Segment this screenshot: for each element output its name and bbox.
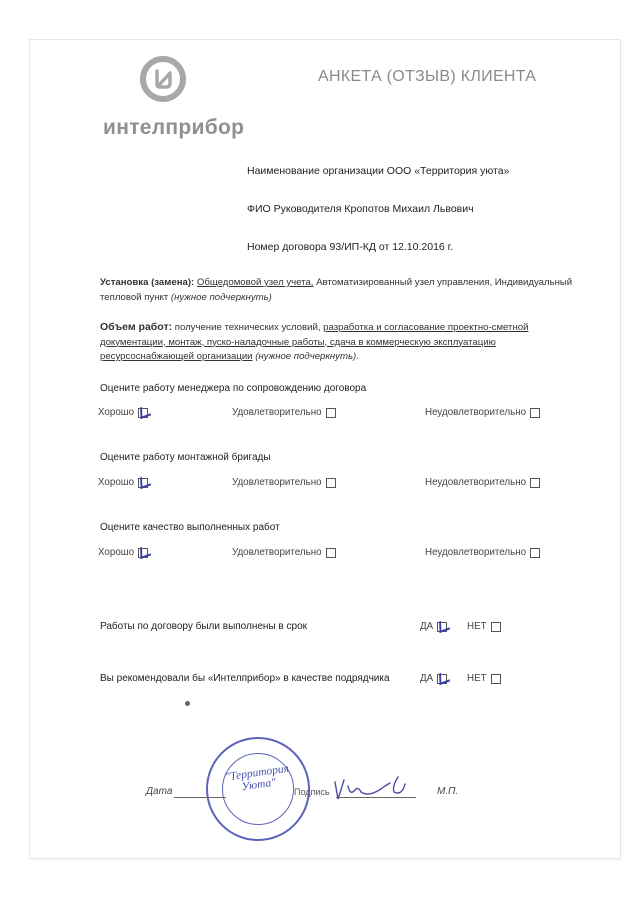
installation-selected: Общедомовой узел учета, xyxy=(196,277,314,288)
rating-2-option-good[interactable] xyxy=(98,477,148,488)
ink-dot xyxy=(185,701,190,706)
rating-question-3: Оцените качество выполненных работ xyxy=(100,522,280,533)
scope-underlined-1: разработка и согласование проектно-сметной xyxy=(323,322,529,333)
scope-underlined-3: ресурсоснабжающей организации xyxy=(100,351,253,362)
installation-paragraph xyxy=(100,276,586,305)
option-label: Хорошо xyxy=(98,547,135,558)
option-label: Удовлетворительно xyxy=(232,477,322,488)
scope-underlined-2: документации, монтаж, пуско-наладочные работы, сдача в коммерческую эксплуатацию xyxy=(100,336,496,348)
option-label: Неудовлетворительно xyxy=(425,477,527,488)
seal-label: М.П. xyxy=(437,786,459,797)
scope-label: Объем работ: xyxy=(100,321,173,333)
scope-part1: получение технических условий, xyxy=(172,322,324,333)
company-logo-icon xyxy=(140,56,186,102)
checkbox-empty[interactable] xyxy=(530,548,540,558)
rating-question-1: Оцените работу менеджера по сопровождению договора xyxy=(100,383,367,394)
option-label: ДА xyxy=(420,673,434,684)
checkbox-checked[interactable] xyxy=(138,478,148,488)
option-label: ДА xyxy=(420,621,434,632)
checkbox-checked[interactable] xyxy=(138,408,148,418)
installation-label: Установка (замена): xyxy=(100,277,195,288)
checkbox-checked[interactable] xyxy=(437,622,447,632)
option-label: Удовлетворительно xyxy=(232,407,322,418)
checkbox-checked[interactable] xyxy=(437,674,447,684)
scope-hint: (нужное подчеркнуть). xyxy=(252,351,359,362)
option-label: Неудовлетворительно xyxy=(425,407,527,418)
checkbox-empty[interactable] xyxy=(530,478,540,488)
yesno-1-yes[interactable] xyxy=(420,621,447,632)
option-label: Хорошо xyxy=(98,407,135,418)
yesno-question-1: Работы по договору были выполнены в срок xyxy=(100,621,308,632)
checkbox-empty[interactable] xyxy=(326,548,336,558)
option-label: Удовлетворительно xyxy=(232,547,322,558)
installation-hint: (нужное подчеркнуть) xyxy=(170,291,272,303)
yesno-1-no[interactable] xyxy=(467,621,501,632)
contract-field: Номер договора 93/ИП-КД от 12.10.2016 г. xyxy=(247,241,454,253)
checkbox-empty[interactable] xyxy=(326,478,336,488)
checkbox-empty[interactable] xyxy=(491,674,501,684)
rating-3-option-good[interactable] xyxy=(98,547,148,558)
option-label: Хорошо xyxy=(98,477,135,488)
rating-1-option-satisfactory[interactable] xyxy=(232,407,336,418)
document-page xyxy=(30,40,620,858)
yesno-question-2: Вы рекомендовали бы «Интелприбор» в качестве подрядчика xyxy=(100,673,390,684)
option-label: НЕТ xyxy=(467,621,487,632)
signature-label: Подпись xyxy=(294,787,330,797)
company-logo-text: интелприбор xyxy=(103,116,245,139)
handwritten-signature-icon xyxy=(330,774,420,804)
option-label: НЕТ xyxy=(467,673,487,684)
yesno-2-yes[interactable] xyxy=(420,673,447,684)
rating-2-option-unsatisfactory[interactable] xyxy=(425,477,540,488)
yesno-2-no[interactable] xyxy=(467,673,501,684)
rating-3-option-unsatisfactory[interactable] xyxy=(425,547,540,558)
installation-line2: тепловой пункт xyxy=(100,291,171,303)
page-title: АНКЕТА (ОТЗЫВ) КЛИЕНТА xyxy=(318,68,537,85)
manager-field: ФИО Руководителя Кропотов Михаил Львович xyxy=(247,203,474,215)
rating-1-option-unsatisfactory[interactable] xyxy=(425,407,540,418)
rating-2-option-satisfactory[interactable] xyxy=(232,477,336,488)
checkbox-empty[interactable] xyxy=(491,622,501,632)
checkbox-checked[interactable] xyxy=(138,548,148,558)
rating-1-option-good[interactable] xyxy=(98,407,148,418)
scope-paragraph xyxy=(100,320,586,365)
date-label: Дата xyxy=(146,786,173,797)
installation-rest: Автоматизированный узел управления, Индивидуальный xyxy=(313,277,573,288)
stamp-text: "Территория Уюта" xyxy=(224,762,290,794)
checkbox-empty[interactable] xyxy=(530,408,540,418)
option-label: Неудовлетворительно xyxy=(425,547,527,558)
rating-3-option-satisfactory[interactable] xyxy=(232,547,336,558)
checkbox-empty[interactable] xyxy=(326,408,336,418)
rating-question-2: Оцените работу монтажной бригады xyxy=(100,452,271,463)
organization-field: Наименование организации ООО «Территория уюта» xyxy=(247,165,510,177)
